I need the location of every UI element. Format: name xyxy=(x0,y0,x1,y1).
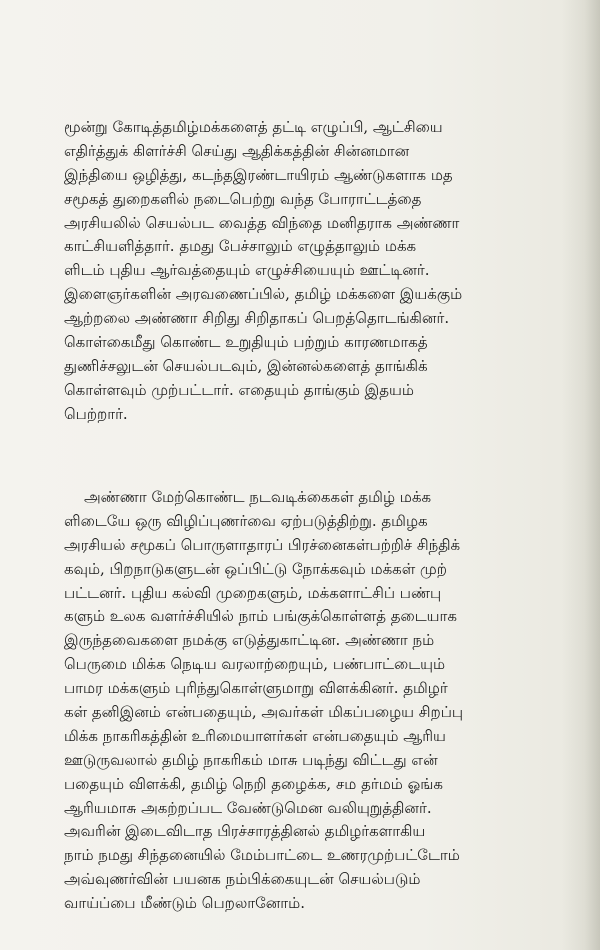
text-line: அண்ணா மேற்கொண்ட நடவடிக்கைகள் தமிழ் மக்க xyxy=(84,488,432,506)
text-line: பெருமை மிக்க நெடிய வரலாற்றையும், பண்பாட்டையும் xyxy=(64,655,446,674)
text-line: அரசியலில் செயல்பட வைத்த விந்தை மனிதராக அண்ணா xyxy=(64,213,460,232)
text-line: வாய்ப்பை மீண்டும் பெறலானோம். xyxy=(64,894,305,913)
text-line: பதையும் விளக்கி, தமிழ் நெறி தழைக்க, சம தர்மம் ஓங்க xyxy=(64,774,443,793)
text-line: மிக்க நாகரிகத்தின் உரிமையாளர்கள் என்பதையும் ஆரிய xyxy=(64,726,446,745)
text-line: கள் தனிஇனம் என்பதையும், அவர்கள் மிகப்பழைய சிறப்பு xyxy=(64,703,464,722)
text-line: இந்தியை ஒழித்து, கடந்தஇரண்டாயிரம் ஆண்டுகளாக மத xyxy=(64,165,453,184)
text-line: அவரின் இடைவிடாத பிரச்சாரத்தினல் தமிழர்களாகிய xyxy=(64,822,426,841)
text-line: நாம் நமது சிந்தனையில் மேம்பாட்டை உணரமுற்பட்டோம் xyxy=(64,846,460,865)
text-line: களும் உலக வளர்ச்சியில் நாம் பங்குக்கொள்ளத் தடையாக xyxy=(64,607,457,626)
text-line: அவ்வுணர்வின் பயனக நம்பிக்கையுடன் செயல்படும் xyxy=(64,870,421,889)
text-line: பெற்றார். xyxy=(64,404,128,423)
text-line: ளிடம் புதிய ஆர்வத்தையும் எழுச்சியையும் ஊட்டினர். xyxy=(64,261,430,280)
text-line: பாமர மக்களும் புரிந்துகொள்ளுமாறு விளக்கினர். தமிழர் xyxy=(64,679,448,698)
text-line: கொள்கைமீது கொண்ட உறுதியும் பற்றும் காரணமாகத் xyxy=(64,333,428,352)
text-line: மூன்று கோடித்தமிழ்மக்களைத் தட்டி எழுப்பி, ஆட்சியை xyxy=(64,118,443,136)
paragraph-1 xyxy=(64,116,548,427)
text-line: காட்சியளித்தார். தமது பேச்சாலும் எழுத்தாலும் மக்க xyxy=(64,237,417,256)
text-line: ளிடையே ஒரு விழிப்புணர்வை ஏற்படுத்திற்று. தமிழக xyxy=(64,511,428,530)
text-line: எதிர்த்துக் கிளர்ச்சி செய்து ஆதிக்கத்தின் சின்னமான xyxy=(64,141,410,160)
text-line: அரசியல் சமூகப் பொருளாதாரப் பிரச்னைகள்பற்றிச் சிந்திக் xyxy=(64,535,461,554)
paragraph-2 xyxy=(64,486,548,916)
text-line: துணிச்சலுடன் செயல்படவும், இன்னல்களைத் தாங்கிக் xyxy=(64,356,428,375)
page-edge-shadow xyxy=(562,0,600,950)
text-line: கவும், பிறநாடுகளுடன் ஒப்பிட்டு நோக்கவும் மக்கள் முற் xyxy=(64,559,447,578)
text-line: ஊடுருவலால் தமிழ் நாகரிகம் மாசு படிந்து விட்டது என் xyxy=(64,750,438,769)
text-line: சமூகத் துறைகளில் நடைபெற்று வந்த போராட்டத்தை xyxy=(64,189,422,208)
text-line: இருந்தவைகளை நமக்கு எடுத்துகாட்டின. அண்ணா நம் xyxy=(64,631,435,650)
text-line: ஆரியமாசு அகற்றப்பட வேண்டுமென வலியுறுத்தினர். xyxy=(64,798,432,817)
text-line: கொள்ளவும் முற்பட்டார். எதையும் தாங்கும் இதயம் xyxy=(64,380,414,399)
text-line: இளைஞர்களின் அரவணைப்பில், தமிழ் மக்களை இயக்கும் xyxy=(64,285,463,304)
text-line: ஆற்றலை அண்ணா சிறிது சிறிதாகப் பெறத்தொடங்கினர். xyxy=(64,309,450,328)
text-line: பட்டனர். புதிய கல்வி முறைகளும், மக்களாட்சிப் பண்பு xyxy=(64,583,442,602)
